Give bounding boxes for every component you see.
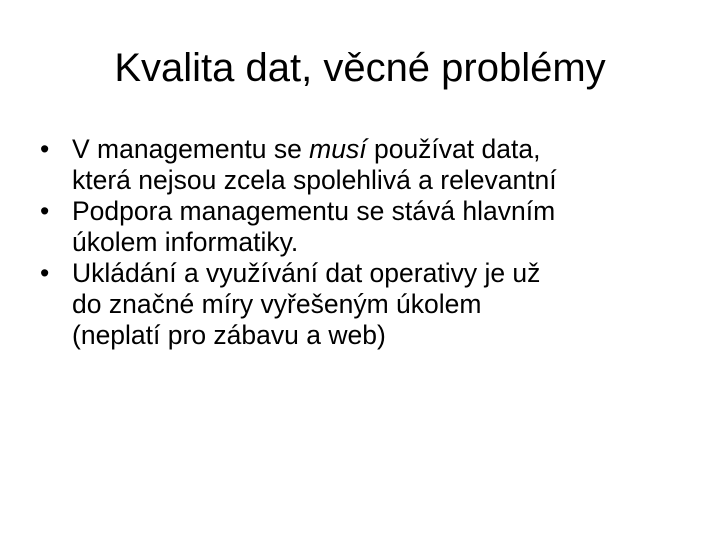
bullet-1-emphasis: musí (309, 134, 367, 164)
bullet-2-line-1: Podpora managementu se stává hlavním (72, 196, 556, 226)
slide-title: Kvalita dat, věcné problémy (114, 46, 606, 90)
bullet-marker: • (40, 258, 50, 288)
bullet-3-line-1: Ukládání a využívání dat operativy je už (72, 258, 541, 288)
bullet-2-line-2: úkolem informatiky. (72, 227, 299, 257)
bullet-marker: • (40, 134, 50, 164)
bullet-1-line-1 (72, 134, 672, 165)
bullet-item-3 (0, 258, 672, 351)
bullet-item-2 (0, 196, 672, 258)
bullet-3-line-3: (neplatí pro zábavu a web) (72, 320, 386, 350)
bullet-item-1 (0, 134, 672, 196)
bullet-1-line-2: která nejsou zcela spolehlivá a relevantní (72, 165, 557, 195)
bullet-marker: • (40, 196, 50, 226)
bullet-1-text-before: V managementu se (72, 134, 310, 164)
bullet-1-text-after: používat data, (366, 134, 541, 164)
bullet-list (0, 134, 720, 351)
bullet-3-line-2: do značné míry vyřešeným úkolem (72, 289, 482, 319)
